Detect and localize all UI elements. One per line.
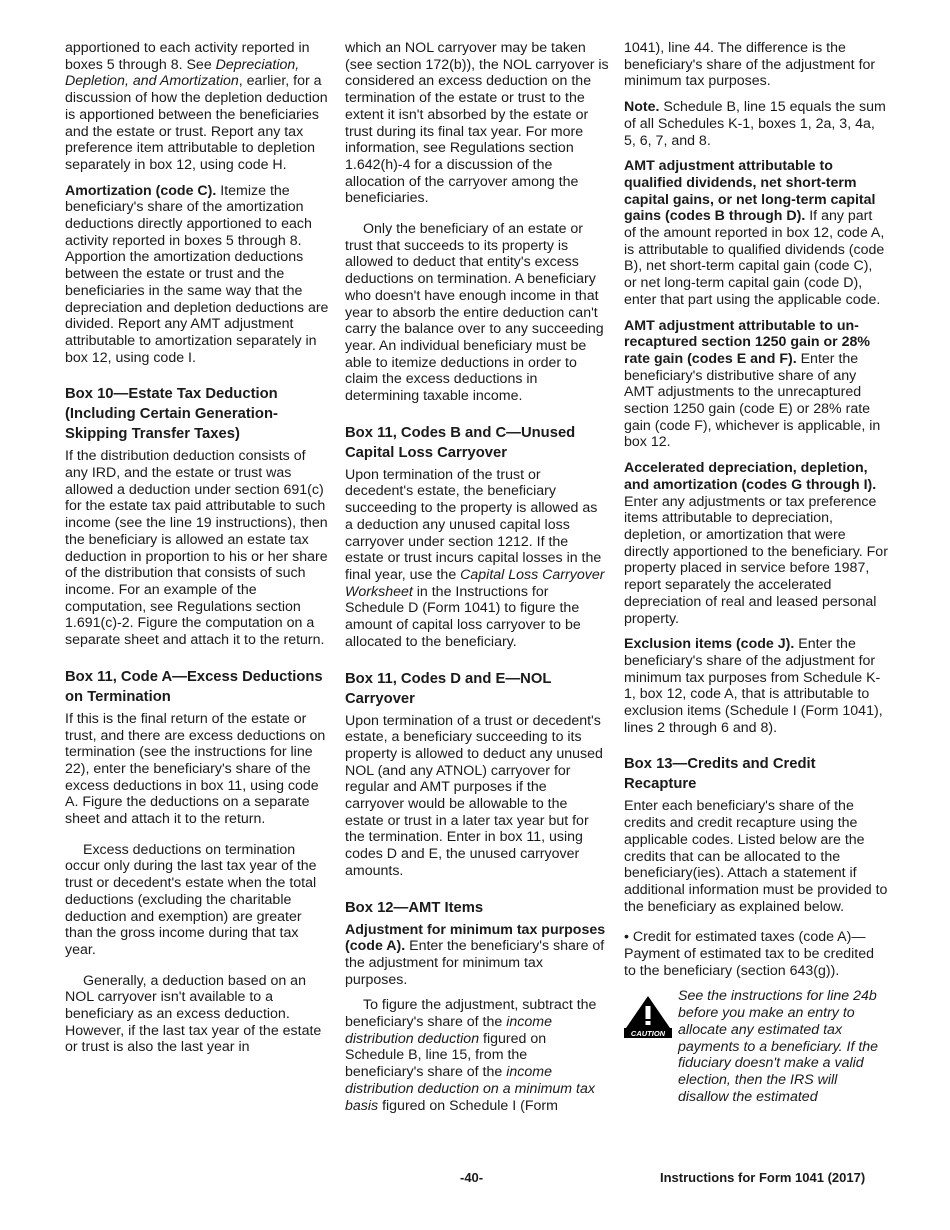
box10-heading: Box 10—Estate Tax Deduction (Including Certain Generation-Skipping Transfer Taxes) <box>65 386 278 443</box>
note-paragraph: Note. Schedule B, line 15 equals the sum of all Schedules K-1, boxes 1, 2a, 3, 4a, 5, 6, 7, and 8. <box>624 99 886 149</box>
box13-paragraph: Enter each beneficiary's share of the credits and credit recapture using the applicable codes. Listed below are the credits that can be allocated to the beneficiary(ies). Attach a statement if additional information must be provided to the beneficiary as explained below. <box>624 798 888 915</box>
paragraph: 1041), line 44. The difference is the beneficiary's share of the adjustment for minimum tax purposes. <box>624 40 876 90</box>
caution-text: See the instructions for line 24b before you make an entry to allocate any estimated tax payments to a beneficiary. If the fiduciary doesn't make a valid election, then the IRS will disallow the estimated <box>678 988 879 1105</box>
column-1 <box>65 40 329 1065</box>
paragraph: apportioned to each activity reported in boxes 5 through 8. See Depreciation, Depletion, and Amortization, earlier, for a discussion of how the depletion deduction is apportioned between the beneficiaries and the estate or trust. Report any tax preference item attributable to depletion separately in box 12, using code H. <box>65 40 328 173</box>
page-number: -40- <box>460 1170 484 1185</box>
caution-label: CAUTION <box>630 1029 666 1039</box>
amt-unrecaptured-paragraph: AMT adjustment attributable to unrecaptured section 1250 gain or 28% rate gain (codes E and F). Enter the beneficiary's distributive share of any AMT adjustments to the unrecaptured section 1250 gain (code E) or 28% rate gain (code F), whichever is applicable, in box 12. <box>624 317 881 451</box>
box10-paragraph: If the distribution deduction consists of any IRD, and the estate or trust was allowed a deduction under section 691(c) for the estate tax paid attributable to such income (see the line 19 instructions), then the beneficiary is allowed an estate tax deduction in proportion to his or her share of the distribution that consists of such income. For an example of the computation, see Regulations section 1.691(c)-2. Figure the computation on a separate sheet and attach it to the return. <box>65 448 328 649</box>
bullet-item: • Credit for estimated taxes (code A)—Payment of estimated tax to be credited to the beneficiary (section 643(g)). <box>624 929 874 979</box>
box11bc-heading: Box 11, Codes B and C—Unused Capital Loss Carryover <box>345 424 576 461</box>
exclusion-paragraph: Exclusion items (code J). Enter the beneficiary's share of the adjustment for minimum tax purposes from Schedule K-1, box 12, code A, that is attributable to exclusion items (Schedule I (Form 1041), lines 2 through 6 and 8). <box>624 636 883 736</box>
column-2 <box>345 40 609 1123</box>
column-3 <box>624 40 888 1105</box>
amortization-paragraph: Amortization (code C). Itemize the beneficiary's share of the amortization deductions directly apportioned to each activity reported in boxes 5 through 8. Apportion the amortization deductions between the estate or trust and the beneficiaries in the same way that the depreciation and depletion deductions are divided. Report any AMT adjustment attributable to amortization separately in box 12, using code I. <box>65 182 329 366</box>
box12-heading: Box 12—AMT Items <box>345 899 484 916</box>
box11bc-paragraph: Upon termination of the trust or decedent's estate, the beneficiary succeeding to the property is allowed as a deduction any unused capital loss carryover under section 1212. If the estate or trust incurs capital losses in the final year, use the Capital Loss Carryover Worksheet in the Instructions for Schedule D (Form 1041) to figure the amount of capital loss carryover to be allocated to the beneficiary. <box>345 466 605 650</box>
paragraph: Only the beneficiary of an estate or trust that succeeds to its property is allowed to deduct that entity's excess deductions on termination. A beneficiary who doesn't have enough income in that year to absorb the entire deduction can't carry the balance over to any succeeding year. An individual beneficiary must be able to itemize deductions in order to claim the excess deductions in determining taxable income. <box>345 221 604 405</box>
box11a-heading: Box 11, Code A—Excess Deductions on Termination <box>65 668 323 705</box>
footer-title: Instructions for Form 1041 (2017) <box>660 1170 866 1185</box>
adjustment-paragraph: Adjustment for minimum tax purposes (code A). Enter the beneficiary's share of the adjustment for minimum tax purposes. <box>345 921 606 988</box>
paragraph: which an NOL carryover may be taken (see section 172(b)), the NOL carryover is considered an excess deduction on the termination of the estate or trust to the extent it isn't absorbed by the estate or trust during its final tax year. For more information, see Regulations section 1.642(h)-4 for a discussion of the allocation of the carryover among the beneficiaries. <box>345 40 609 207</box>
box11a-paragraph: If this is the final return of the estate or trust, and there are excess deductions on termination (see the instructions for line 22), enter the beneficiary's share of the excess deductions in box 11, using code A. Figure the deductions on a separate sheet and attach it to the return. <box>65 710 326 828</box>
caution-icon <box>624 994 672 1038</box>
amt-qualified-paragraph: AMT adjustment attributable to qualified dividends, net short-term capital gains, or net long-term capital gains (codes B through D). If any part of the amount reported in box 12, code A, is attributable to qualified dividends (code B), net short-term capital gain (code C), or net long-term capital gain (code D), enter that part using the applicable code. <box>624 158 885 308</box>
box11de-heading: Box 11, Codes D and E—NOL Carryover <box>345 670 552 707</box>
generally-paragraph: Generally, a deduction based on an NOL carryover isn't available to a beneficiary as an excess deduction. However, if the last tax year of the estate or trust is also the last year in <box>65 972 322 1056</box>
box11de-paragraph: Upon termination of a trust or decedent's estate, a beneficiary succeeding to its property is allowed to deduct any unused NOL (and any ATNOL) carryover for regular and AMT purposes if the carryover would be allowable to the estate or trust in a later tax year but for the termination. Enter in box 11, using codes D and E, the unused carryover amounts. <box>345 712 603 879</box>
caution-note <box>624 988 888 1105</box>
excess-paragraph: Excess deductions on termination occur only during the last tax year of the trust or decedent's estate when the total deductions (excluding the charitable deduction and exemption) are greater than the gross income during that tax year. <box>65 841 317 958</box>
box13-heading: Box 13—Credits and Credit Recapture <box>624 756 816 793</box>
figure-adjustment-paragraph: To figure the adjustment, subtract the beneficiary's share of the income distribution deduction figured on Schedule B, line 15, from the beneficiary's share of the income distribution deduction on a minimum tax basis figured on Schedule I (Form <box>345 997 597 1114</box>
accelerated-paragraph: Accelerated depreciation, depletion, and amortization (codes G through I). Enter any adjustments or tax preference items attributable to depreciation, depletion, or amortization that were directly apportioned to the beneficiary. For property placed in service before 1987, report separately the accelerated depreciation of real and leased personal property. <box>624 460 888 627</box>
